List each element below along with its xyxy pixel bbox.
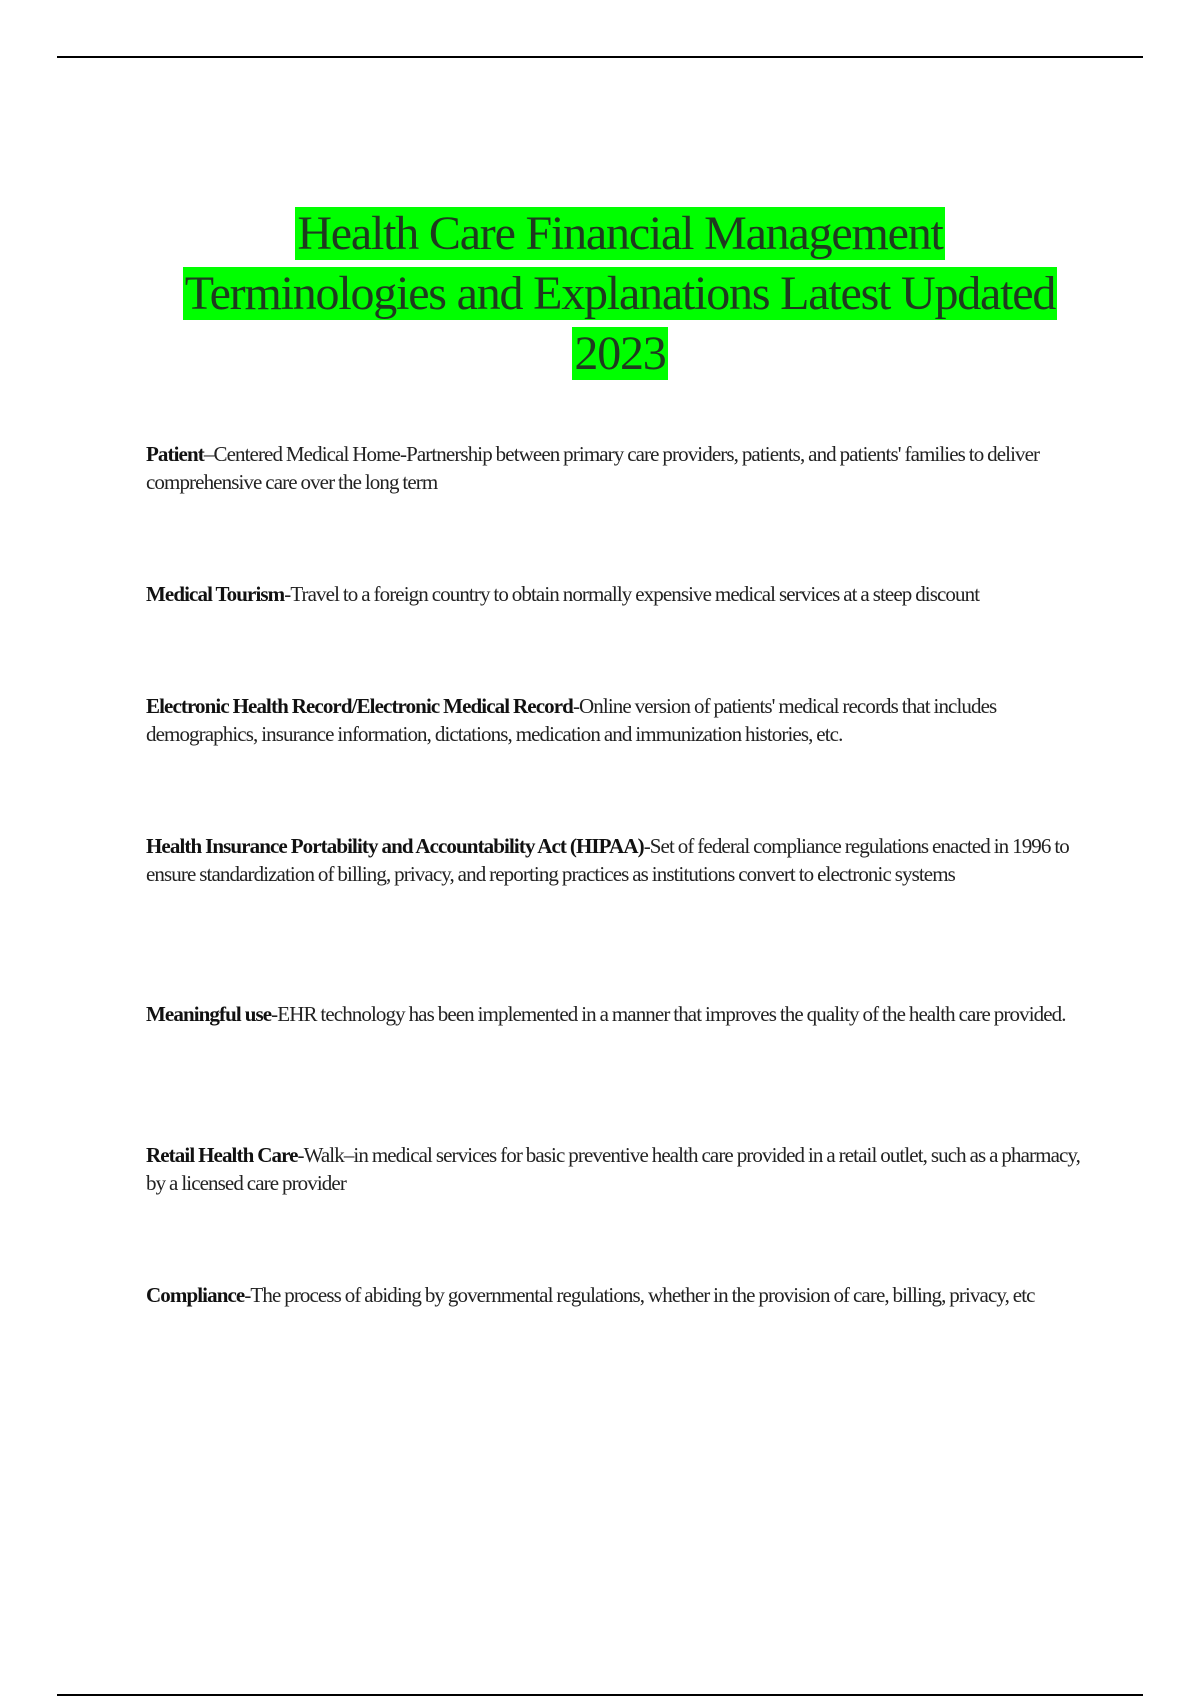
top-rule (57, 56, 1143, 58)
glossary-entry-retail-health-care (146, 1141, 1086, 1197)
entry-definition: -Set of federal compliance regulations enacted in 1996 to ensure standardization of billing, privacy, and reporting practices as institutions convert to electronic systems (146, 834, 1069, 886)
title-line-3: 2023 (574, 327, 666, 380)
title-line-2: Terminologies and Explanations Latest Updated (184, 267, 1056, 320)
entry-definition: -The process of abiding by governmental regulations, whether in the provision of care, billing, privacy, etc (244, 1283, 1035, 1307)
entry-definition: –Centered Medical Home-Partnership between primary care providers, patients, and patients' families to deliver comprehensive care over the long term (146, 442, 1040, 494)
glossary-entry-compliance (146, 1281, 1086, 1309)
entry-definition: -EHR technology has been implemented in a manner that improves the quality of the health care provided. (271, 1002, 1066, 1026)
entry-definition: -Travel to a foreign country to obtain normally expensive medical services at a steep discount (284, 582, 980, 606)
bottom-rule (57, 1694, 1143, 1696)
entry-term: Compliance (146, 1283, 245, 1307)
title-line-1: Health Care Financial Management (297, 207, 943, 260)
glossary-entry-patient-centered-medical-home (146, 440, 1086, 496)
entry-term: Medical Tourism (146, 582, 285, 606)
glossary-entry-medical-tourism (146, 580, 1086, 608)
entry-term: Patient (146, 442, 204, 466)
entry-term: Electronic Health Record/Electronic Medical Record (146, 694, 573, 718)
entry-definition: -Online version of patients' medical records that includes demographics, insurance information, dictations, medication and immunization histories, etc. (146, 694, 997, 746)
entry-term: Meaningful use (146, 1002, 272, 1026)
glossary-entry-meaningful-use (146, 1000, 1086, 1028)
entry-term: Health Insurance Portability and Accountability Act (HIPAA) (146, 834, 644, 858)
glossary-entry-hipaa (146, 832, 1086, 888)
document-title (140, 204, 1100, 384)
entry-term: Retail Health Care (146, 1143, 298, 1167)
entry-definition: -Walk–in medical services for basic preventive health care provided in a retail outlet, such as a pharmacy, by a licensed care provider (146, 1143, 1080, 1195)
glossary-entry-electronic-health-record (146, 692, 1086, 748)
